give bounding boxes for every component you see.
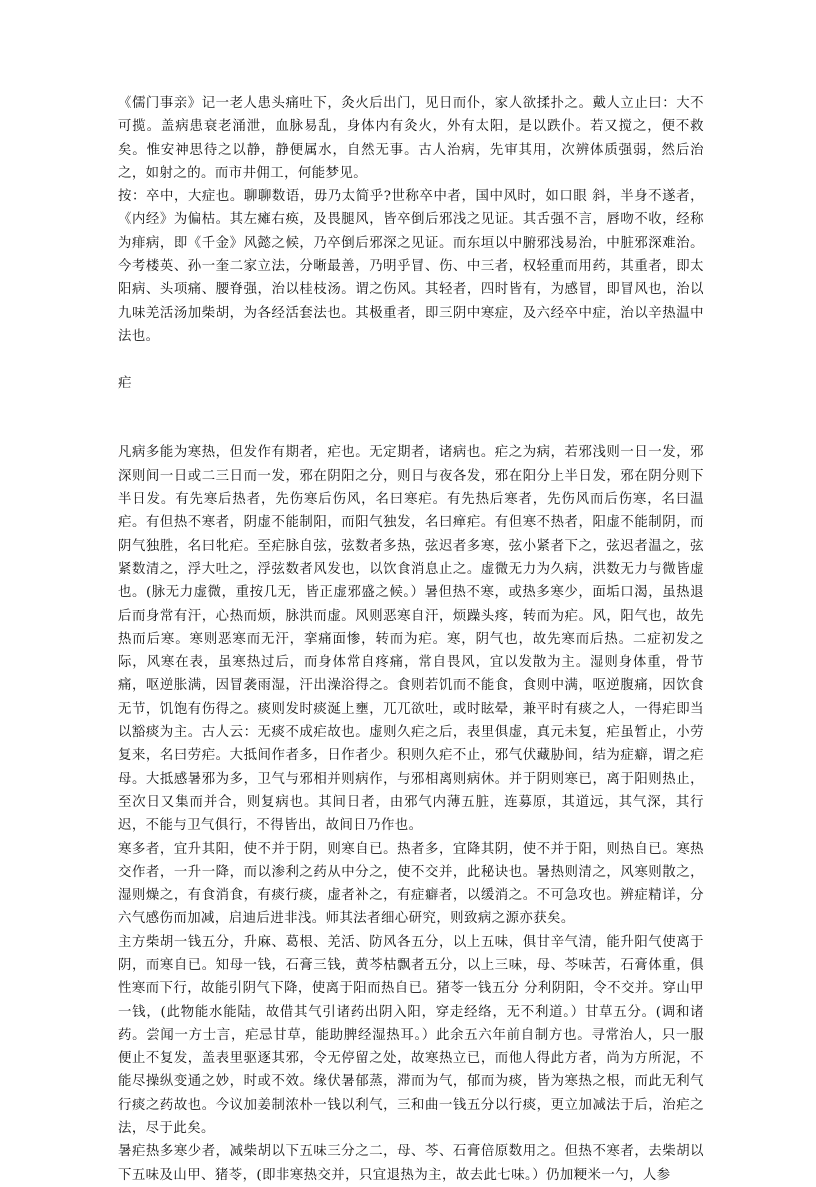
body-paragraph-3: 主方柴胡一钱五分，升麻、葛根、羌活、防风各五分，以上五味，俱甘辛气清，能升阳气使离于阴，而寒自已。知母一钱，石膏三钱，黄芩枯飘者五分，以上三味，母、芩味苦，石膏体重，俱性寒而下行，故能引阴气下降，使离于阳而热自已。猪苓一钱五分 分利阴阳，令不交并。穿山甲一钱，(此物能水能陆，故借其气引诸药出阴入阳，穿走经络，无不利道。）甘草五分。(调和诸药。尝闻一方士言，疟忌甘草，能助脾经湿热耳。）此余五六年前自制方也。寻常治人，只一服便止不复发，盖表里驱逐其邪，令无停留之处，故寒热立已，而他人得此方者，尚为方所泥，不能尽操纵变通之妙，时或不效。缘伏暑郁蒸，滞而为气，郁而为痰，皆为寒热之根，而此无利气行痰之药故也。今议加姜制浓朴一钱以利气，三和曲一钱五分以行痰，更立加减法于后，治疟之法，尽于此矣。	[118, 934, 705, 1137]
spacer	[118, 395, 704, 442]
body-paragraph-1: 凡病多能为寒热，但发作有期者，疟也。无定期者，诸病也。疟之为病，若邪浅则一日一发，邪深则间一日或二三日而一发，邪在阴阳之分，则日与夜各发，邪在阳分上半日发，邪在阴分则下半日发。有先寒后热者，先伤寒后伤风，名曰寒疟。有先热后寒者，先伤风而后伤寒，名曰温疟。有但热不寒者，阴虚不能制阳，而阳气独发，名曰瘅疟。有但寒不热者，阳虚不能制阴，而阴气独胜，名曰牝疟。至疟脉自弦，弦数者多热，弦迟者多寒，弦小紧者下之，弦迟者温之，弦紧数清之，浮大吐之，浮弦数者风发也，以饮食消息止之。虚微无力为久病，洪数无力与微皆虚也。(脉无力虚微，重按几无，皆正虚邪盛之候。）暑但热不寒，或热多寒少，面垢口渴，虽热退后而身常有汗，心热而烦，脉洪而虚。风则恶寒自汗，烦躁头疼，转而为疟。风，阳气也，故先热而后寒。寒则恶寒而无汗，挛痛面惨，转而为疟。寒，阴气也，故先寒而后热。二症初发之际，风寒在表，虽寒热过后，而身体常自疼痛，常自畏风，宜以发散为主。湿则身体重，骨节痛，呕逆胀满，因冒袭雨湿，汗出澡浴得之。食则若饥而不能食，食则中满，呕逆腹痛，因饮食无节，饥饱有伤得之。痰则发时痰涎上壅，兀兀欲吐，或时眩晕，兼平时有痰之人，一得疟即当以豁痰为主。古人云：无痰不成疟故也。虚则久疟之后，表里俱虚，真元未复，疟虽暂止，小劳复来，名曰劳疟。大抵间作者多，日作者少。积则久疟不止，邪气伏藏胁间，结为症癖，谓之疟母。大抵感暑邪为多，卫气与邪相并则病作，与邪相离则病休。并于阴则寒已，离于阳则热止，至次日又集而并合，则复病也。其间日者，由邪气内薄五脏，连募原，其道远，其气深，其行迟，不能与卫气俱行，不得皆出，故间日乃作也。	[118, 445, 704, 834]
intro-paragraph-2: 按：卒中，大症也。聊聊数语，毋乃太简乎?世称卒中者，国中风时，如口眼 斜，半身不遂者，《内经》为偏枯。其左瘫右痪，及畏腿风，皆卒倒后邪浅之见证。其舌强不言，唇吻不收，经称为痱病，即《千金》风懿之候，乃卒倒后邪深之见证。而东垣以中腑邪浅易治，中脏邪深难治。今考楼英、孙一奎二家立法，分晰最善，乃明乎冒、伤、中三者，权轻重而用药，其重者，即太阳病、头项痛、腰脊强，治以桂枝汤。谓之伤风。其轻者，四时皆有，为感冒，即冒风也，治以九味羌活汤加柴胡，为各经活套法也。其极重者，即三阴中寒症，及六经卒中症，治以辛热温中法也。	[118, 189, 704, 344]
body-paragraph-4: 暑疟热多寒少者，减柴胡以下五味三分之二，母、芩、石膏倍原数用之。但热不寒者，去柴胡以下五味及山甲、猪苓，(即非寒热交并，只宜退热为主，故去此七味。）仍加粳米一勺，人参	[118, 1144, 704, 1183]
document-page	[118, 92, 704, 1187]
section-heading: 疟	[118, 375, 132, 391]
body-paragraph-2: 寒多者，宜升其阳，使不并于阴，则寒自已。热者多，宜降其阴，使不并于阳，则热自已。寒热交作者，一升一降，而以渗利之药从中分之，使不交并，此秘诀也。暑热则清之，风寒则散之，湿则燥之，有食消食，有痰行痰，虚者补之，有症癖者，以缓消之。不可急攻也。辨症精详，分六气感伤而加减，启迪后进非浅。师其法者细心研究，则致病之源亦获矣。	[118, 841, 704, 927]
intro-paragraph-1: 《儒门事亲》记一老人患头痛吐下，灸火后出门，见日而仆，家人欲揉扑之。戴人立止曰：大不可揽。盖病患衰老涌泄，血脉易乱，身体内有灸火，外有太阳，是以跌仆。若又搅之，便不救矣。惟安神思待之以静，静便属水，自然无事。古人治病，先审其用，次辨体质强弱，然后治之，如射之的。而市井佣工，何能梦见。	[118, 96, 704, 181]
spacer	[118, 348, 704, 371]
